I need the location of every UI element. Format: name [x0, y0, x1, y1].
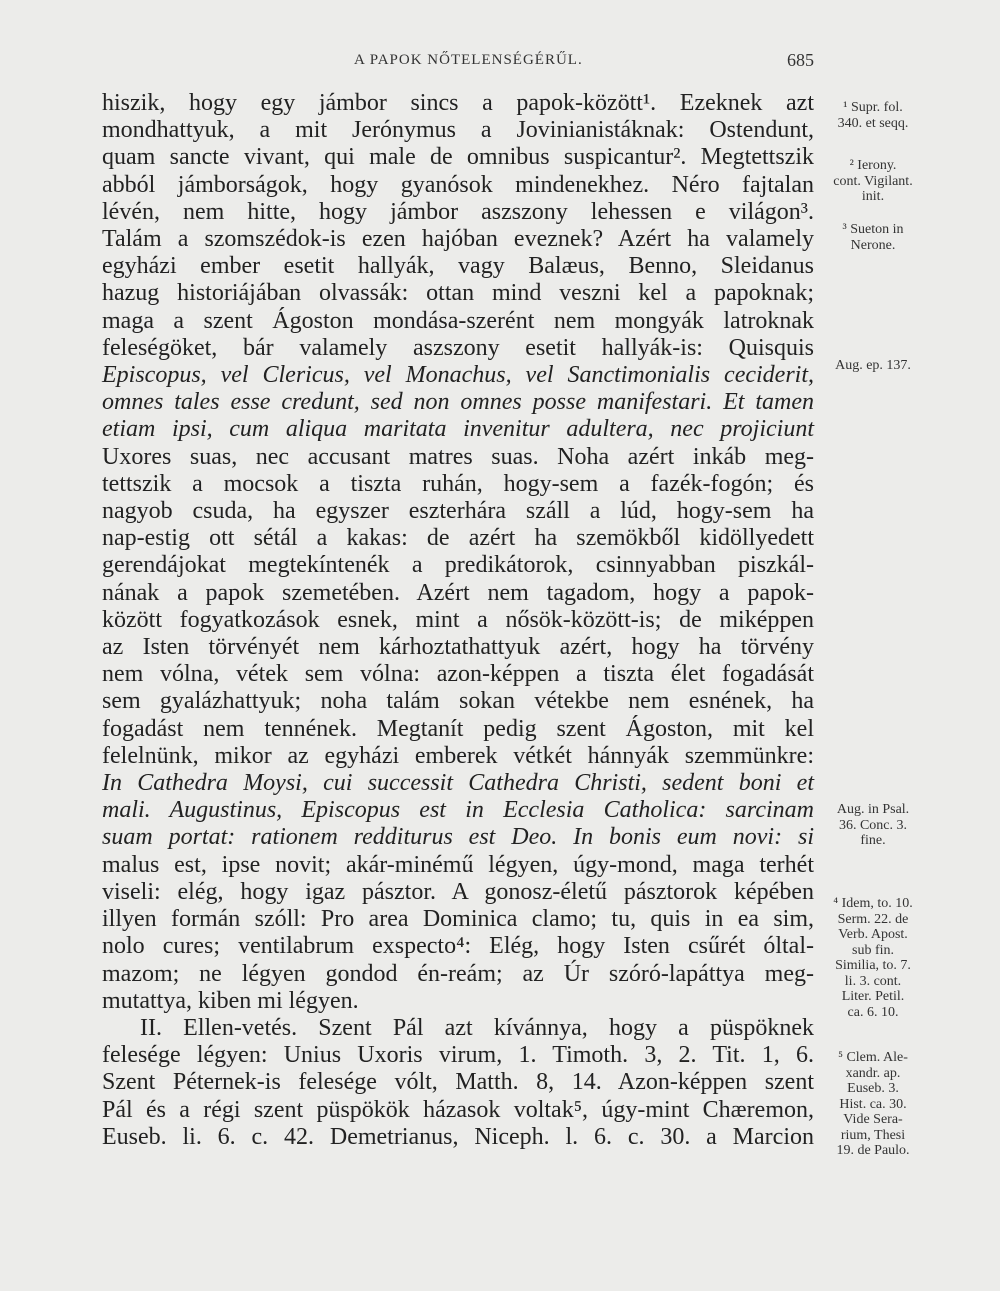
text-line: mazom; ne légyen gondod én-reám; az Úr szóró-lapáttya meg-	[102, 960, 814, 987]
margin-note	[818, 802, 928, 849]
margin-note-line: 36. Conc. 3.	[838, 817, 908, 833]
text-line: között fogyatkozások esnek, mint a nősök-között-is; de miképpen	[102, 606, 814, 633]
running-title: A PAPOK NŐTELENSÉGÉRŰL.	[354, 52, 583, 68]
text-line: nának a papok szemetében. Azért nem tagadom, hogy a papok-	[102, 579, 814, 606]
text-line: viseli: elég, hogy igaz pásztor. A gonosz-életű pásztorok képében	[102, 878, 814, 905]
text-line: Pál és a régi szent püspökök házasok voltak⁵, úgy-mint Chæremon,	[102, 1096, 814, 1123]
margin-note-line: Similia, to. 7.	[835, 958, 911, 973]
margin-note-line: ² Ierony.	[849, 158, 897, 173]
margin-note-line: Aug. in Psal.	[836, 802, 910, 817]
margin-note	[818, 1050, 928, 1159]
text-line: fogadást nem tennének. Megtanít pedig szent Ágoston, mit kel	[102, 715, 814, 742]
text-line: II. Ellen-vetés. Szent Pál azt kívánnya, hogy a püspöknek	[140, 1014, 814, 1041]
margin-note-line: cont. Vigilant.	[833, 173, 913, 189]
page-number: 685	[787, 50, 814, 70]
main-text	[102, 90, 814, 1151]
margin-note-line: Hist. ca. 30.	[839, 1096, 907, 1112]
margin-note-line: Vide Sera-	[843, 1112, 903, 1127]
margin-note	[818, 222, 928, 253]
margin-note-line: ca. 6. 10.	[847, 1004, 899, 1020]
margin-note	[818, 158, 928, 205]
text-line: Uxores suas, nec accusant matres suas. Noha azért inkáb meg-	[102, 443, 814, 470]
text-line: omnes tales esse credunt, sed non omnes posse manifestari. Et tamen	[102, 389, 814, 416]
text-line: Talám a szomszédok-is ezen hajóban eveznek? Azért ha valamely	[102, 226, 814, 253]
margin-note-line: Euseb. 3.	[847, 1081, 899, 1096]
text-line: feleségöket, bár valamely aszszony esetit hallyák-is: Quisquis	[102, 334, 814, 361]
text-line: malus est, ipse novit; akár-minémű légyen, úgy-mond, maga terhét	[102, 851, 814, 878]
text-line: hazug historiájában olvassák: ottan mind veszni kel a papoknak;	[102, 280, 814, 307]
margin-note-line: 19. de Paulo.	[836, 1143, 910, 1158]
text-line: nagyob csuda, ha egyszer eszterhára száll a lúd, hogy-sem ha	[102, 498, 814, 525]
margin-note	[818, 100, 928, 131]
margin-note-line: fine.	[860, 833, 886, 848]
text-line: mutattya, kiben mi légyen.	[102, 987, 359, 1014]
text-line: suam portat: rationem redditurus est Deo. In bonis eum novi: si	[102, 824, 814, 851]
text-line: abból jámborságok, hogy gyanósok mindenekhez. Néro fajtalan	[102, 171, 814, 198]
margin-note-line: ⁵ Clem. Ale-	[838, 1050, 908, 1065]
text-line: Episcopus, vel Clericus, vel Monachus, vel Sanctimonialis ceciderit,	[102, 362, 814, 389]
text-line: sem gyalázhattyuk; noha talám sokan vétekbe nem esnének, ha	[102, 688, 814, 715]
text-line: egyházi ember esetit hallyák, vagy Balæus, Benno, Sleidanus	[102, 253, 814, 280]
text-line: gerendájokat megtekíntenék a predikátorok, csinnyabban piszkál-	[102, 552, 814, 579]
text-line: nolo cures; ventilabrum exspecto⁴: Elég, hogy Isten csűrét óltal-	[102, 933, 814, 960]
text-line: felesége légyen: Unius Uxoris virum, 1. Timoth. 3, 2. Tit. 1, 6.	[102, 1042, 814, 1069]
margin-note-line: rium, Thesi	[840, 1127, 906, 1143]
margin-note-line: ³ Sueton in	[842, 222, 904, 237]
text-line: mondhattyuk, a mit Jerónymus a Jovinianistáknak: Ostendunt,	[102, 117, 814, 144]
text-line: maga a szent Ágoston mondása-szerént nem mongyák latroknak	[102, 307, 814, 334]
margin-note-line: ¹ Supr. fol.	[843, 100, 903, 115]
margin-note-line: init.	[861, 189, 885, 204]
text-line: etiam ipsi, cum aliqua maritata invenitur adultera, nec projiciunt	[102, 416, 814, 443]
margin-note-line: Liter. Petil.	[841, 989, 905, 1004]
text-line: mali. Augustinus, Episcopus est in Ecclesia Catholica: sarcinam	[102, 797, 814, 824]
text-line: quam sancte vivant, qui male de omnibus suspicantur². Megtettszik	[102, 144, 814, 171]
text-line: nem vólna, vétek sem vólna: azon-képpen a tiszta élet fogadását	[102, 661, 814, 688]
text-line: hiszik, hogy egy jámbor sincs a papok-között¹. Ezeknek azt	[102, 90, 814, 116]
margin-note-line: Nerone.	[850, 237, 896, 253]
margin-note-line: Verb. Apost.	[838, 927, 908, 942]
text-line: In Cathedra Moysi, cui successit Cathedra Christi, sedent boni et	[102, 770, 814, 797]
margin-note-line: sub fin.	[852, 942, 894, 958]
text-line: Euseb. li. 6. c. 42. Demetrianus, Niceph. l. 6. c. 30. a Marcion	[102, 1123, 814, 1150]
text-line: tettszik a mocsok a tiszta ruhán, hogy-sem a fazék-fogón; és	[102, 470, 814, 497]
margin-note-line: Aug. ep. 137.	[835, 358, 911, 373]
margin-note	[818, 896, 928, 1020]
margin-note	[818, 358, 928, 374]
text-line: az Isten törvényét nem kárhoztathattyuk azért, hogy ha törvény	[102, 634, 814, 661]
text-line: lévén, nem hitte, hogy jámbor aszszony lehessen e világon³.	[102, 198, 814, 225]
margin-note-line: ⁴ Idem, to. 10.	[833, 896, 913, 911]
margin-note-line: Serm. 22. de	[837, 911, 909, 927]
text-line: Szent Péternek-is felesége vólt, Matth. 8, 14. Azon-képpen szent	[102, 1069, 814, 1096]
text-line: felelnünk, mikor az egyházi emberek vétkét hánnyák szemmünkre:	[102, 742, 814, 769]
text-line: illyen formán szóll: Pro area Dominica clamo; tu, quis in ea sim,	[102, 906, 814, 933]
page-header	[0, 52, 1000, 76]
margin-note-line: 340. et seqq.	[837, 115, 909, 131]
margin-note-line: li. 3. cont.	[844, 973, 902, 989]
margin-note-line: xandr. ap.	[845, 1065, 901, 1081]
text-line: nap-estig ott sétál a kakas: de azért ha szemökből kidöllyedett	[102, 525, 814, 552]
